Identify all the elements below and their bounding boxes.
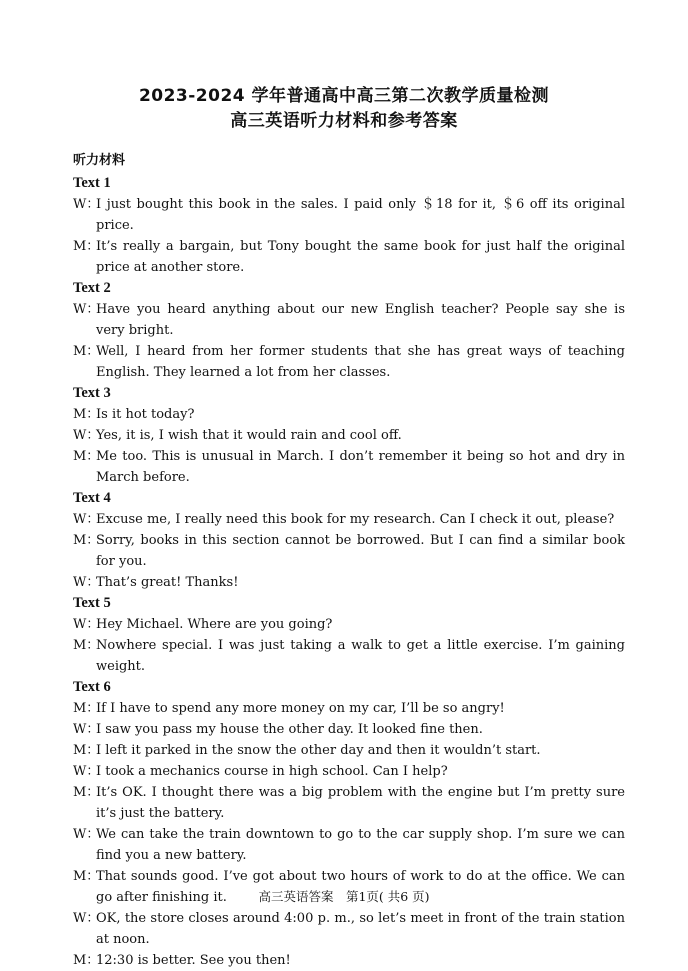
dialogue-line — [73, 950, 625, 971]
speaker-label: M： — [73, 239, 100, 254]
dialogue-line — [73, 572, 625, 593]
dialogue-line — [73, 635, 625, 677]
dialogue-text: Well, I heard from her former students that she has great ways of teaching English. They learned a lot from her classes. — [96, 344, 625, 380]
dialogue-line — [73, 614, 625, 635]
speaker-label: W： — [73, 197, 100, 212]
dialogue-text: That sounds good. I’ve got about two hours of work to do at the office. We can go after finishing it. — [96, 869, 625, 905]
speaker-label: W： — [73, 302, 100, 317]
text-block — [73, 383, 625, 488]
dialogue-line — [73, 425, 625, 446]
dialogue-text: 12:30 is better. See you then! — [96, 953, 291, 968]
speaker-label: M： — [73, 344, 100, 359]
text-block — [73, 173, 625, 278]
speaker-label: W： — [73, 617, 100, 632]
text-heading: Text 1 — [73, 175, 111, 191]
speaker-label: W： — [73, 575, 100, 590]
dialogue-text: OK, the store closes around 4:00 p. m., so let’s meet in front of the train station at noon. — [96, 911, 625, 947]
dialogue-line — [73, 698, 625, 719]
dialogue-line — [73, 341, 625, 383]
dialogue-text: I saw you pass my house the other day. It looked fine then. — [96, 722, 483, 737]
speaker-label: W： — [73, 512, 100, 527]
dialogue-line — [73, 404, 625, 425]
dialogue-text: If I have to spend any more money on my car, I’ll be so angry! — [96, 701, 505, 716]
section-label: 听力材料 — [73, 153, 126, 168]
speaker-label: M： — [73, 407, 100, 422]
speaker-label: M： — [73, 743, 100, 758]
dialogue-line — [73, 236, 625, 278]
text-block — [73, 278, 625, 383]
dialogue-line — [73, 782, 625, 824]
title-block — [0, 84, 688, 134]
dialogue-line — [73, 194, 625, 236]
dialogue-text: It’s OK. I thought there was a big problem with the engine but I’m pretty sure it’s just the battery. — [96, 785, 625, 821]
dialogue-line — [73, 740, 625, 761]
speaker-label: M： — [73, 533, 100, 548]
text-block — [73, 488, 625, 593]
speaker-label: W： — [73, 827, 100, 842]
page-footer: 高三英语答案 第1页( 共6 页) — [258, 889, 430, 904]
dialogue-line — [73, 824, 625, 866]
dialogue-text: That’s great! Thanks! — [96, 575, 239, 590]
dialogue-line — [73, 299, 625, 341]
document-title: 2023-2024 学年普通高中高三第二次教学质量检测 — [138, 86, 550, 106]
dialogue-line — [73, 446, 625, 488]
text-block — [73, 677, 625, 971]
dialogue-text: It’s really a bargain, but Tony bought the same book for just half the original price at another store. — [96, 239, 625, 275]
dialogue-text: We can take the train downtown to go to the car supply shop. I’m sure we can find you a new battery. — [96, 827, 625, 863]
speaker-label: M： — [73, 638, 100, 653]
dialogue-text: Is it hot today? — [96, 407, 195, 422]
document-subtitle: 高三英语听力材料和参考答案 — [230, 111, 458, 131]
dialogue-line — [73, 530, 625, 572]
dialogue-text: Have you heard anything about our new English teacher? People say she is very bright. — [96, 302, 625, 338]
speaker-label: W： — [73, 428, 100, 443]
dialogue-text: Me too. This is unusual in March. I don’t remember it being so hot and dry in March before. — [96, 449, 625, 485]
speaker-label: M： — [73, 785, 100, 800]
dialogue-text: Yes, it is, I wish that it would rain and cool off. — [96, 428, 402, 443]
dialogue-text: I took a mechanics course in high school. Can I help? — [96, 764, 448, 779]
speaker-label: W： — [73, 722, 100, 737]
listening-material — [73, 150, 625, 971]
text-heading: Text 5 — [73, 595, 111, 611]
dialogue-text: Excuse me, I really need this book for my research. Can I check it out, please? — [96, 512, 615, 527]
text-list — [73, 173, 625, 971]
speaker-label: M： — [73, 701, 100, 716]
text-heading: Text 6 — [73, 679, 111, 695]
speaker-label: M： — [73, 953, 100, 968]
text-heading: Text 3 — [73, 385, 111, 401]
speaker-label: W： — [73, 911, 100, 926]
dialogue-line — [73, 509, 625, 530]
text-heading: Text 4 — [73, 490, 111, 506]
dialogue-text: I just bought this book in the sales. I paid only ＄18 for it, ＄6 off its original price. — [96, 197, 625, 233]
text-heading: Text 2 — [73, 280, 111, 296]
dialogue-line — [73, 908, 625, 950]
dialogue-text: I left it parked in the snow the other day and then it wouldn’t start. — [96, 743, 541, 758]
dialogue-text: Hey Michael. Where are you going? — [96, 617, 333, 632]
dialogue-text: Sorry, books in this section cannot be borrowed. But I can find a similar book for you. — [96, 533, 625, 569]
speaker-label: W： — [73, 764, 100, 779]
text-block — [73, 593, 625, 677]
dialogue-line — [73, 761, 625, 782]
dialogue-line — [73, 719, 625, 740]
dialogue-text: Nowhere special. I was just taking a walk to get a little exercise. I’m gaining weight. — [96, 638, 625, 674]
speaker-label: M： — [73, 869, 100, 884]
speaker-label: M： — [73, 449, 100, 464]
